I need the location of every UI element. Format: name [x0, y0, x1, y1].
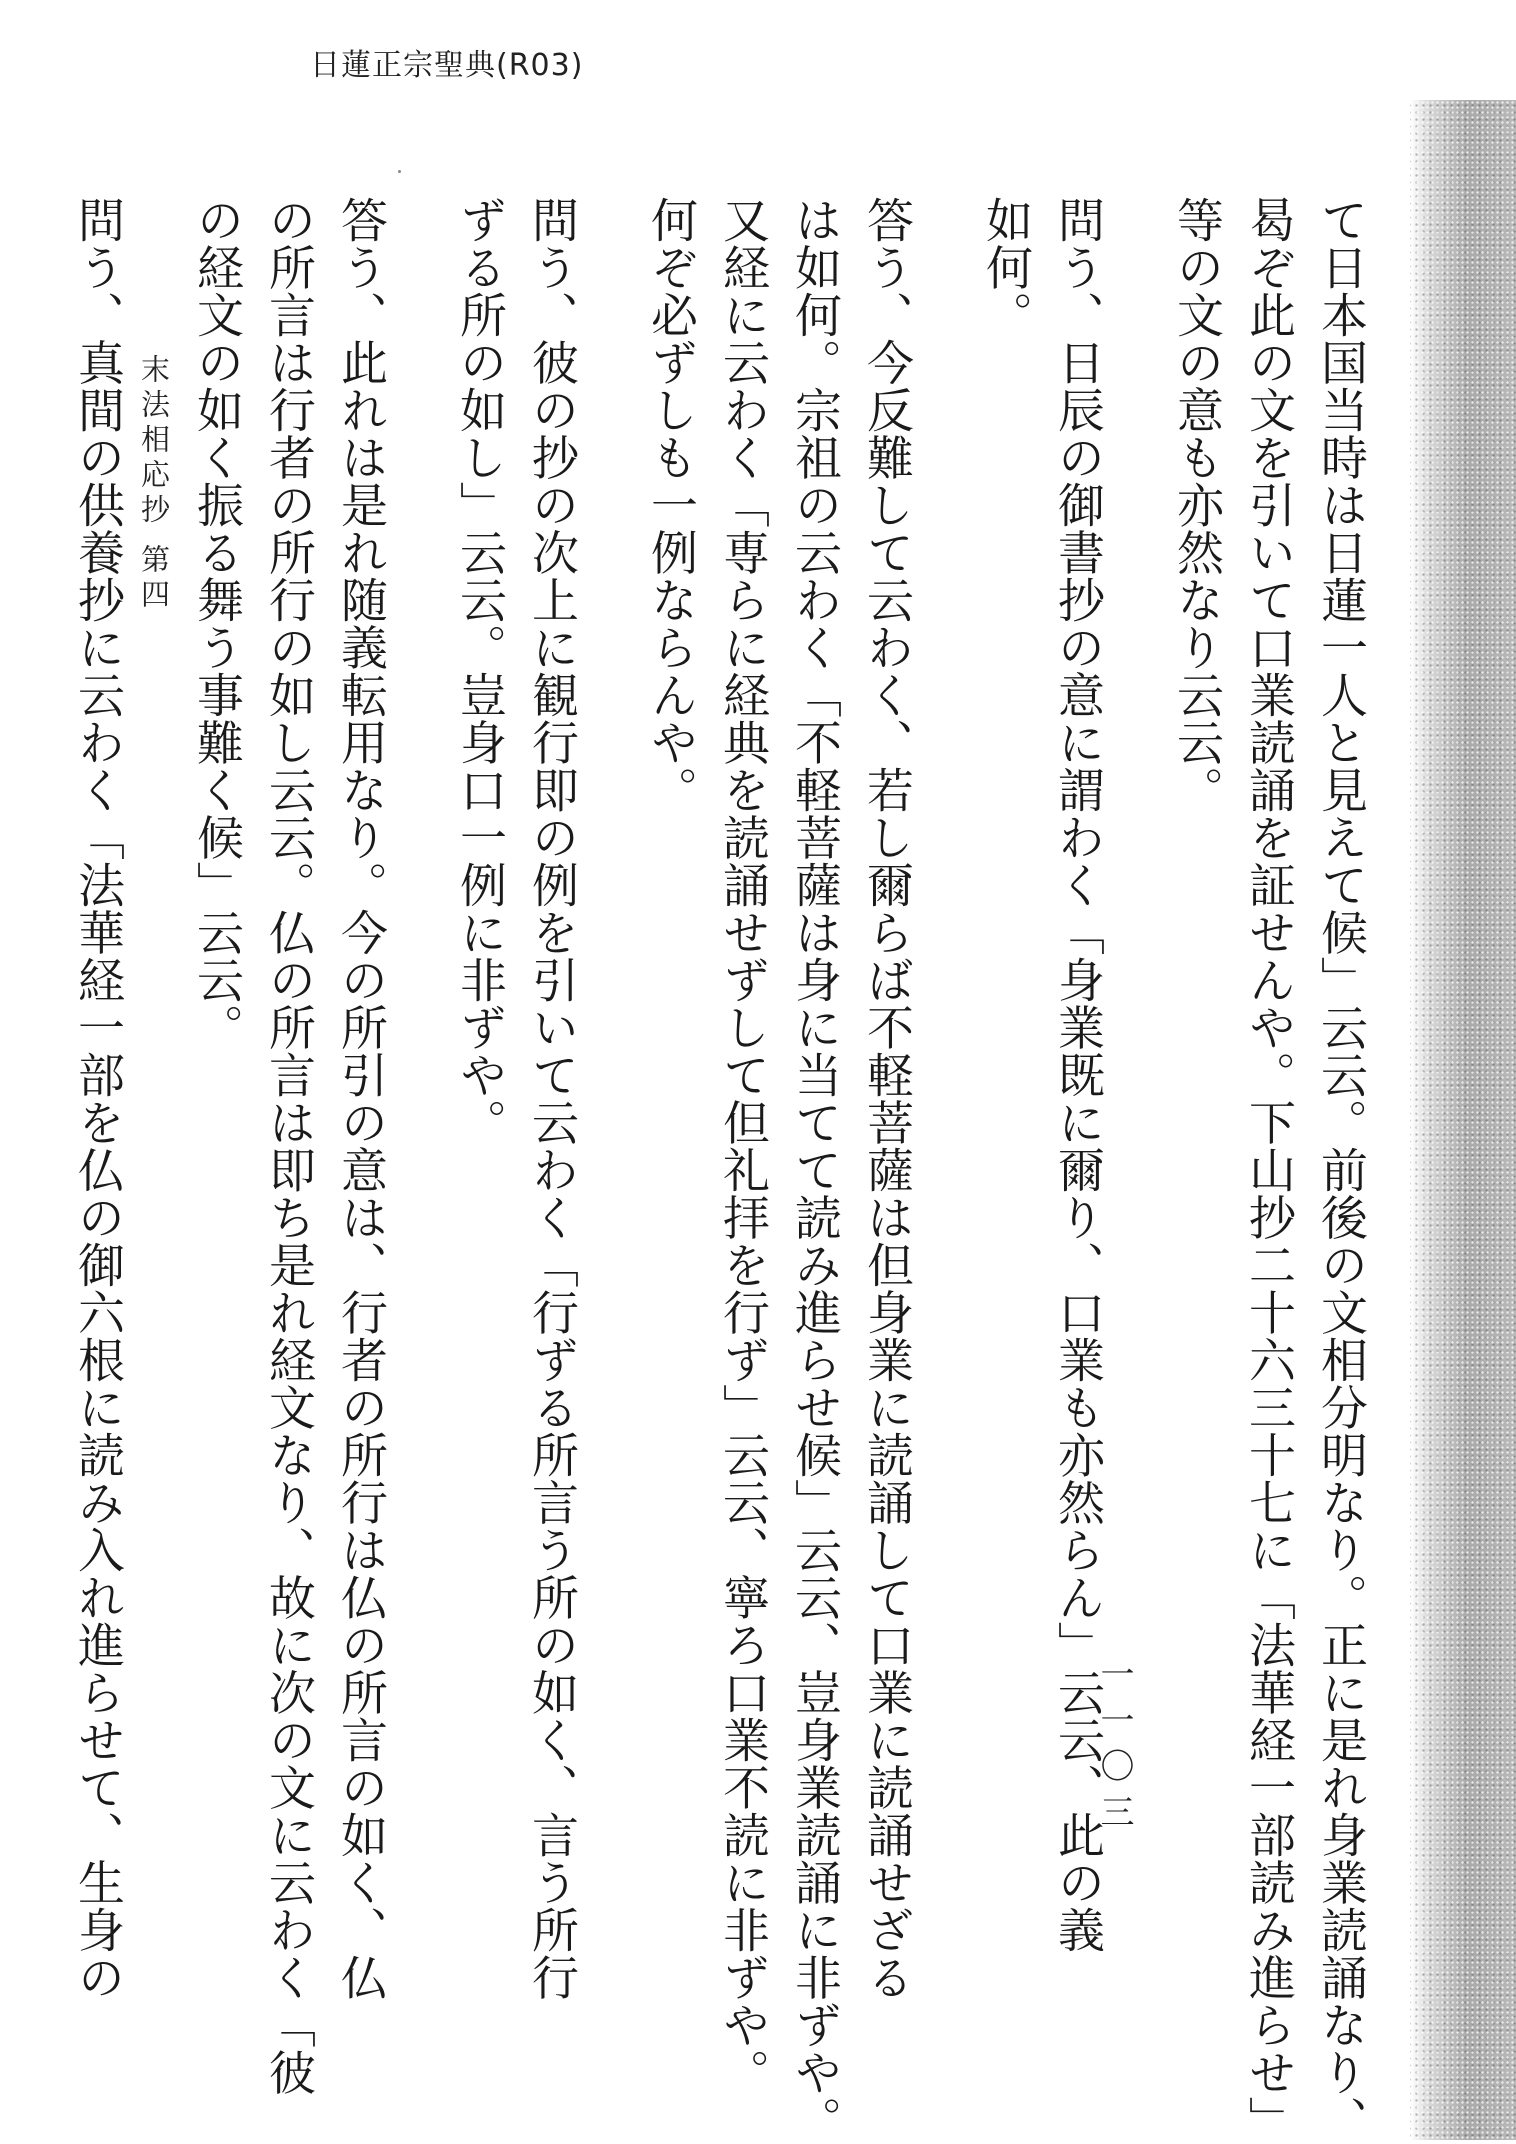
page-number: 一一〇三: [1094, 1656, 1134, 1840]
text-line: は如何。宗祖の云わく「不軽菩薩は身に当てて読み進らせ候」云云、豈身業読誦に非ずや。: [787, 196, 842, 2144]
text-line: て日本国当時は日蓮一人と見えて候」云云。前後の文相分明なり。正に是れ身業読誦なり、: [1313, 196, 1368, 2144]
text-line: 答う、今反難して云わく、若し爾らば不軽菩薩は但身業に読誦して口業に読誦せざる: [859, 196, 914, 2001]
text-line: の経文の如く振る舞う事難く候」云云。: [189, 196, 244, 1051]
text-line: 問う、日辰の御書抄の意に謂わく「身業既に爾り、口業も亦然らん」云云、此の義: [1050, 196, 1105, 1954]
text-line: の所言は行者の所行の如し云云。仏の所言は即ち是れ経文なり、故に次の文に云わく「彼: [261, 196, 316, 2096]
running-footer-title: 末法相応抄 第四: [137, 354, 171, 615]
text-line: ずる所の如し」云云。豈身口一例に非ずや。: [452, 196, 507, 1146]
text-line: 如何。: [978, 196, 1033, 339]
page-header-title: 日蓮正宗聖典(R03): [310, 48, 584, 83]
print-speck: [398, 170, 401, 173]
text-line: 又経に云わく「専らに経典を読誦せずして但礼拝を行ず」云云、寧ろ口業不読に非ずや。: [715, 196, 770, 2096]
text-line: 曷ぞ此の文を引いて口業読誦を証せんや。下山抄二十六三十七に「法華経一部読み進らせ」: [1241, 196, 1296, 2144]
text-line: 問う、真間の供養抄に云わく「法華経一部を仏の御六根に読み入れ進らせて、生身の: [70, 196, 125, 2001]
text-line: 答う、此れは是れ随義転用なり。今の所引の意は、行者の所行は仏の所言の如く、仏: [333, 196, 388, 2001]
scanned-page-edge: [1410, 100, 1516, 2140]
text-line: 何ぞ必ずしも一例ならんや。: [643, 196, 698, 814]
text-line: 問う、彼の抄の次上に観行即の例を引いて云わく「行ずる所言う所の如く、言う所行: [524, 196, 579, 2001]
text-line: 等の文の意も亦然なり云云。: [1169, 196, 1224, 814]
